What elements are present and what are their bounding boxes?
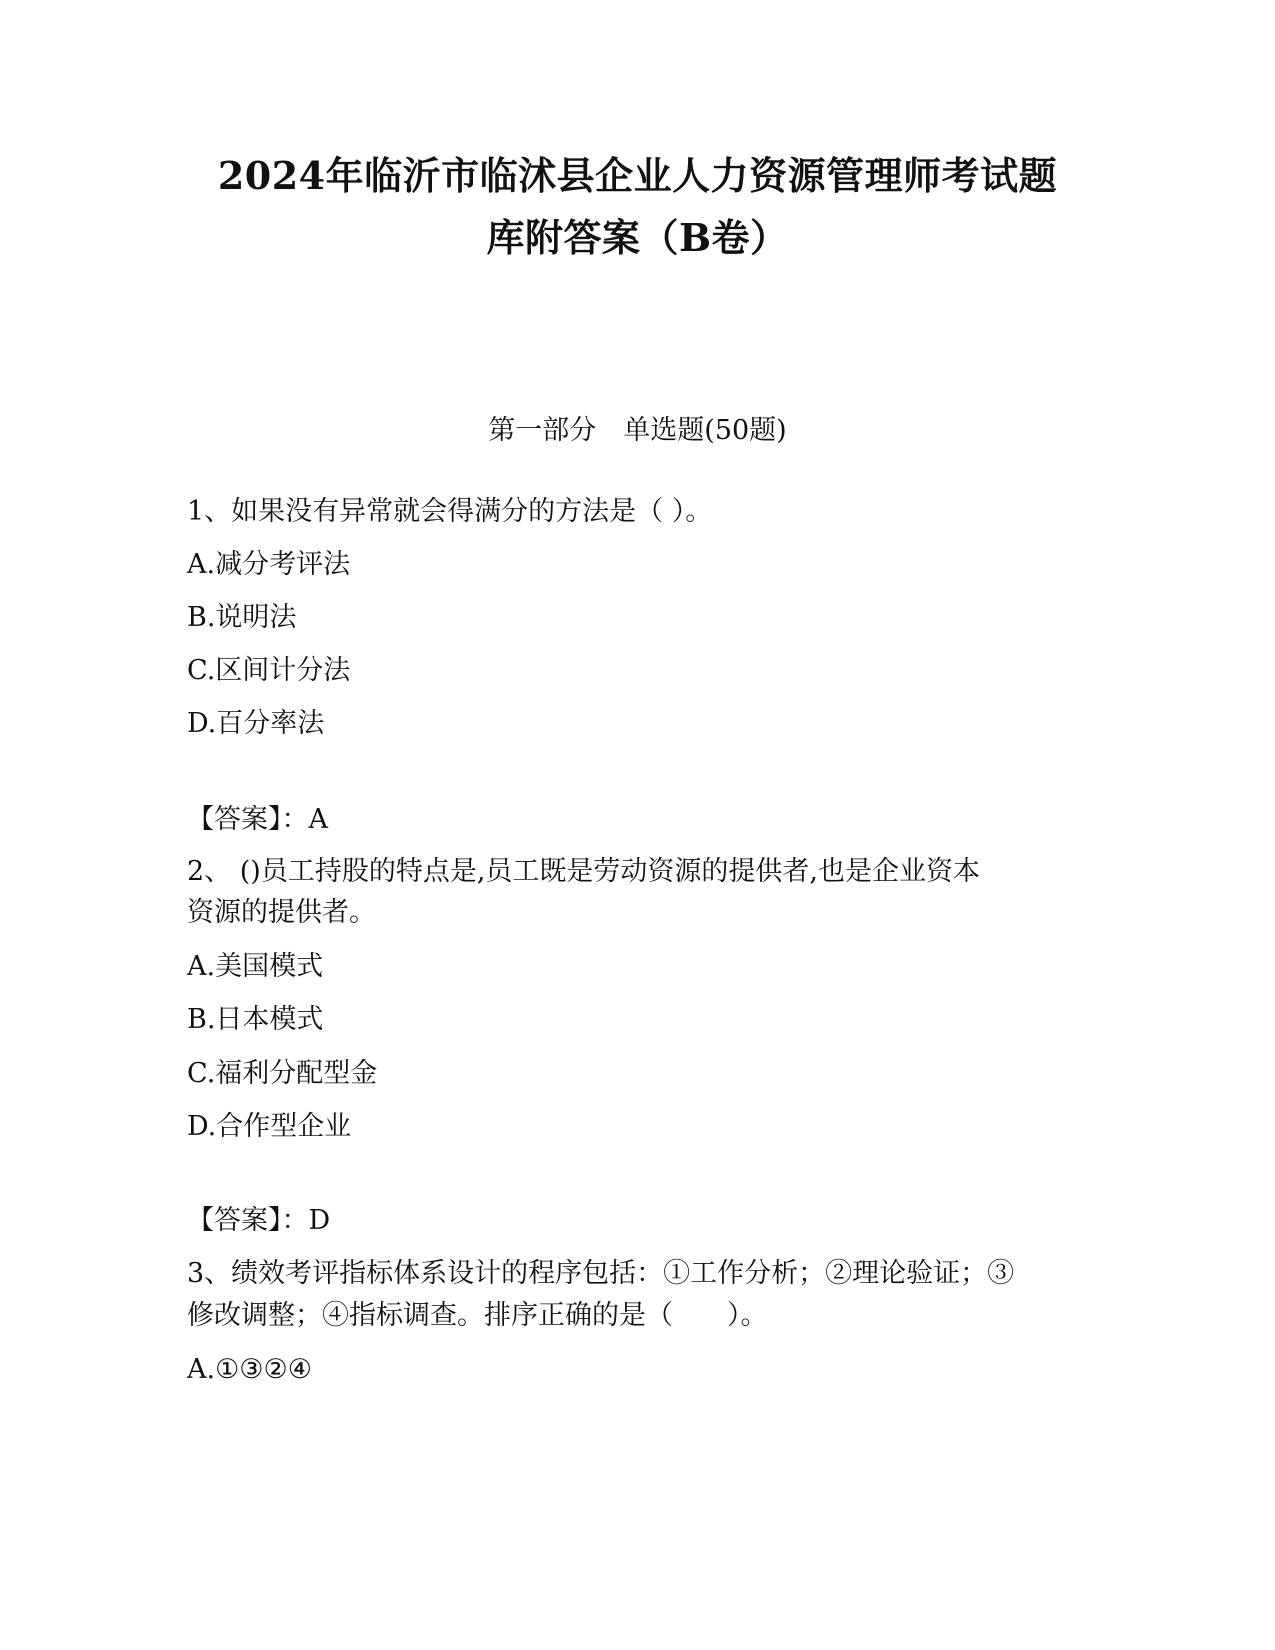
- question-3-stem-line-1: 3、绩效考评指标体系设计的程序包括：①工作分析；②理论验证；③: [187, 1258, 1015, 1289]
- question-1-option-d: D.百分率法: [187, 708, 325, 739]
- question-2-stem-line-1: 2、 ()员工持股的特点是,员工既是劳动资源的提供者,也是企业资本: [187, 856, 980, 887]
- question-3-option-a: A.①③②④: [187, 1354, 312, 1385]
- question-2-answer: 【答案】：D: [187, 1205, 331, 1236]
- title-line-1: 2024年临沂市临沭县企业人力资源管理师考试题: [217, 153, 1058, 198]
- question-2-option-c: C.福利分配型金: [187, 1058, 378, 1089]
- question-2-stem-line-2: 资源的提供者。: [187, 897, 376, 928]
- title-line-2: 库附答案（B卷）: [486, 215, 789, 260]
- question-2-option-b: B.日本模式: [187, 1004, 324, 1035]
- question-1-option-b: B.说明法: [187, 602, 297, 633]
- question-2-option-a: A.美国模式: [187, 951, 324, 982]
- question-1-option-c: C.区间计分法: [187, 655, 351, 686]
- document-title: [0, 145, 1275, 269]
- question-1-answer: 【答案】：A: [187, 804, 328, 835]
- question-3-stem-line-2: 修改调整；④指标调查。排序正确的是（ ）。: [187, 1300, 768, 1331]
- question-1-stem: 1、如果没有异常就会得满分的方法是（ ）。: [187, 496, 713, 527]
- question-2-option-d: D.合作型企业: [187, 1111, 352, 1142]
- question-1-option-a: A.减分考评法: [187, 549, 351, 580]
- section-heading: 第一部分 单选题(50题): [488, 415, 787, 446]
